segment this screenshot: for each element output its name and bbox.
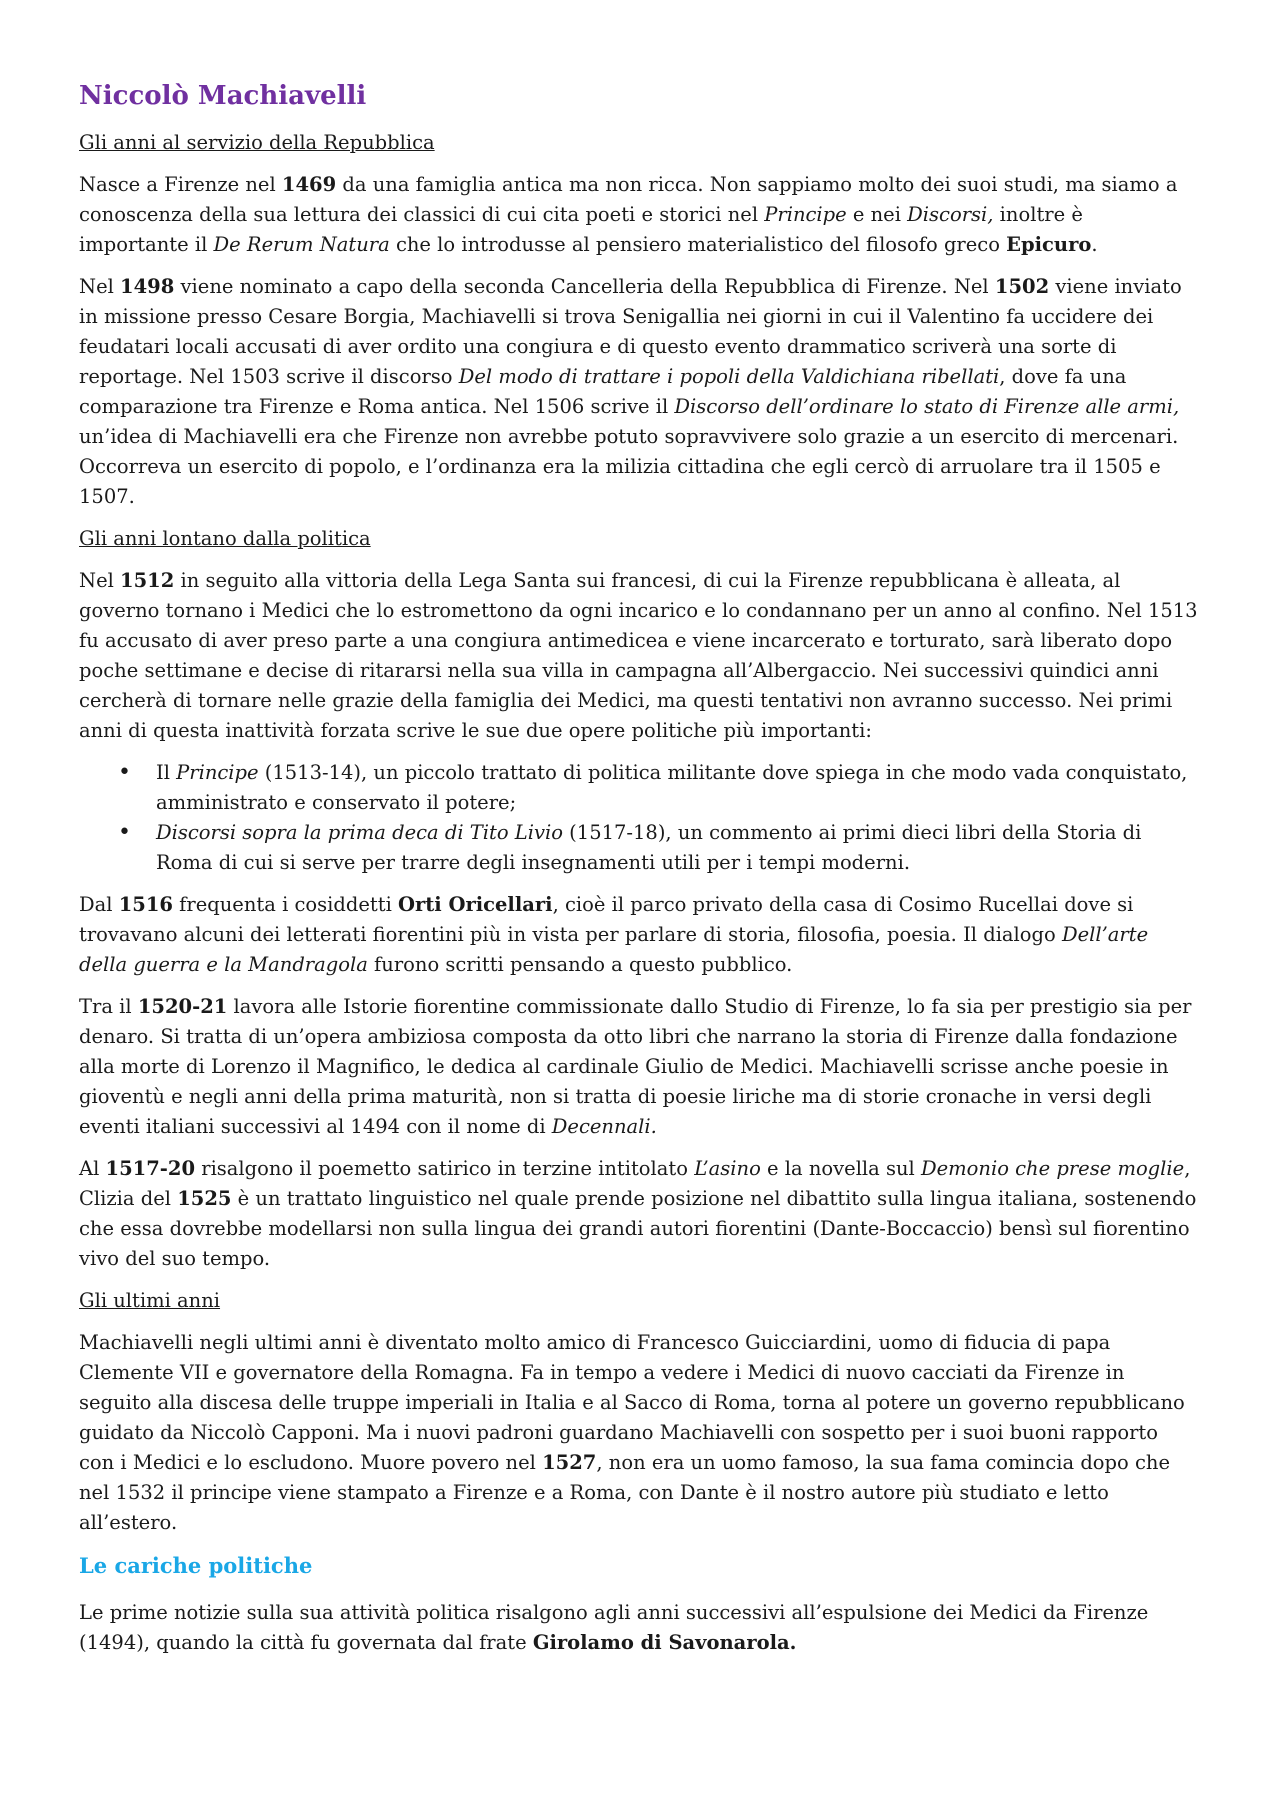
section-heading-lontano-politica: Gli anni lontano dalla politica <box>79 527 371 550</box>
text-run: Le prime notizie sulla sua attività politica risalgono agli anni successivi all’espulsione dei Medici da Firenze (1494), quando la città fu governata dal frate <box>79 1601 1149 1654</box>
text-run: Dell’arte della guerra e la Mandragola <box>79 923 1149 976</box>
text-run: 1502 <box>994 275 1050 298</box>
text-run: 1512 <box>120 569 175 592</box>
list-item-principe <box>156 758 1198 818</box>
text-run: risalgono il poemetto satirico in terzine intitolato <box>195 1157 695 1180</box>
text-run: (1513-14), un piccolo trattato di politica militante dove spiega in che modo vada conquistato, amministrato e conservato il potere; <box>156 761 1188 814</box>
text-run: da una famiglia antica ma non ricca. Non sappiamo molto dei suoi studi, ma siamo a conoscenza della sua lettura dei classici di cui cita poeti e storici nel <box>79 173 1178 226</box>
text-run: 1527 <box>542 1451 597 1474</box>
text-run: Principe <box>176 761 259 784</box>
paragraph-nascita <box>79 170 1198 260</box>
text-run: , cioè il parco privato della casa di Cosimo Rucellai dove si trovavano alcuni dei letterati fiorentini più in vista per parlare di storia, filosofia, poesia. Il dialogo <box>79 893 1134 946</box>
list-item-discorsi <box>156 818 1198 878</box>
paragraph-cariche-politiche <box>79 1598 1198 1658</box>
text-run: 1516 <box>118 893 173 916</box>
text-run: , dove fa una comparazione tra Firenze e Roma antica. Nel 1506 scrive il <box>79 365 1127 418</box>
text-run: inoltre è importante il <box>79 203 1083 256</box>
text-run: viene nominato a capo della seconda Cancelleria della Repubblica di Firenze. Nel <box>174 275 995 298</box>
document-title: Niccolò Machiavelli <box>79 81 367 111</box>
text-run: Il <box>156 761 177 784</box>
text-run: Decennali. <box>551 1115 657 1138</box>
text-run: Nasce a Firenze nel <box>79 173 282 196</box>
text-run: , non era un uomo famoso, la sua fama comincia dopo che nel 1532 il principe viene stampato a Firenze e a Roma, con Dante è il nostro autore più studiato e letto all’estero. <box>79 1451 1170 1534</box>
text-run: 1498 <box>120 275 175 298</box>
text-run: e la novella sul <box>760 1157 921 1180</box>
text-run: Del modo di trattare i popoli della Valdichiana ribellati <box>458 365 1000 388</box>
text-run: Orti Oricellari <box>398 893 553 916</box>
section-heading-ultimi-anni: Gli ultimi anni <box>79 1289 221 1312</box>
text-run: L’asino <box>694 1157 761 1180</box>
text-run: furono scritti pensando a questo pubblico. <box>367 953 793 976</box>
text-run: Nel <box>79 569 121 592</box>
section-heading-cariche-politiche: Le cariche politiche <box>79 1553 313 1578</box>
paragraph-istorie-fiorentine <box>79 992 1198 1142</box>
text-run: Nel <box>79 275 121 298</box>
text-run: Dal <box>79 893 119 916</box>
text-run: 1517-20 <box>105 1157 196 1180</box>
paragraph-1512 <box>79 566 1198 746</box>
text-run: 1525 <box>177 1187 232 1210</box>
text-run: Discorsi, <box>907 203 994 226</box>
text-run: lavora alle Istorie fiorentine commissionate dallo Studio di Firenze, lo fa sia per prestigio sia per denaro. Si tratta di un’opera ambiziosa composta da otto libri che narrano la storia di Firenze dalla fondazione alla morte di Lorenzo il Magnifico, le dedica al cardinale Giulio de Medici. Machiavelli scrisse anche poesie in gioventù e negli anni della prima maturità, non si tratta di poesie liriche ma di storie cronache in versi degli eventi italiani successivi al 1494 con il nome di <box>79 995 1192 1138</box>
text-run: e nei <box>846 203 908 226</box>
text-run: Discorsi sopra la prima deca di Tito Livio <box>156 821 563 844</box>
text-run: , Clizia del <box>79 1157 1191 1210</box>
text-run: Principe <box>764 203 847 226</box>
text-run: in seguito alla vittoria della Lega Santa sui francesi, di cui la Firenze repubblicana è alleata, al governo tornano i Medici che lo estromettono da ogni incarico e lo condannano per un anno al confino. Nel 1513 fu accusato di aver preso parte a una congiura antimedicea e viene incarcerato e torturato, sarà liberato dopo poche settimane e decise di ritararsi nella sua villa in campagna all’Albergaccio. Nei successivi quindici anni cercherà di tornare nelle grazie della famiglia dei Medici, ma questi tentativi non avranno successo. Nei primi anni di questa inattività forzata scrive le sue due opere politiche più importanti: <box>79 569 1198 742</box>
text-run: è un trattato linguistico nel quale prende posizione nel dibattito sulla lingua italiana, sostenendo che essa dovrebbe modellarsi non sulla lingua dei grandi autori fiorentini (Dante-Boccaccio) bensì sul fiorentino vivo del suo tempo. <box>79 1187 1197 1270</box>
paragraph-cancelleria <box>79 272 1198 512</box>
text-run: Tra il <box>79 995 138 1018</box>
text-run: 1469 <box>281 173 337 196</box>
text-run: Demonio che prese moglie <box>921 1157 1185 1180</box>
text-run: 1520-21 <box>137 995 228 1018</box>
paragraph-orti-oricellari <box>79 890 1198 980</box>
text-run: (1517-18), un commento ai primi dieci libri della Storia di Roma di cui si serve per trarre degli insegnamenti utili per i tempi moderni. <box>156 821 1142 874</box>
text-run: un’idea di Machiavelli era che Firenze non avrebbe potuto sopravvivere solo grazie a un esercito di mercenari. Occorreva un esercito di popolo, e l’ordinanza era la milizia cittadina che egli cercò di arruolare tra il 1505 e 1507. <box>79 425 1179 508</box>
text-run: De Rerum Natura <box>213 233 390 256</box>
text-run: Girolamo di Savonarola. <box>532 1631 797 1654</box>
text-run: Discorso dell’ordinare lo stato di Firenze alle armi, <box>674 395 1180 418</box>
text-run: Al <box>79 1157 106 1180</box>
works-list <box>79 758 1198 878</box>
paragraph-asino-clizia <box>79 1154 1198 1274</box>
section-heading-servizio-repubblica: Gli anni al servizio della Repubblica <box>79 131 435 154</box>
text-run: Machiavelli negli ultimi anni è diventato molto amico di Francesco Guicciardini, uomo di fiducia di papa Clemente VII e governatore della Romagna. Fa in tempo a vedere i Medici di nuovo cacciati da Firenze in seguito alla discesa delle truppe imperiali in Italia e al Sacco di Roma, torna al potere un governo repubblicano guidato da Niccolò Capponi. Ma i nuovi padroni guardano Machiavelli con sospetto per i suoi buoni rapporto con i Medici e lo escludono. Muore povero nel <box>79 1331 1185 1474</box>
text-run: Epicuro <box>1006 233 1092 256</box>
paragraph-ultimi-anni <box>79 1328 1198 1538</box>
text-run: che lo introdusse al pensiero materialistico del filosofo greco <box>389 233 1007 256</box>
text-run: viene inviato in missione presso Cesare Borgia, Machiavelli si trova Senigallia nei giorni in cui il Valentino fa uccidere dei feudatari locali accusati di aver ordito una congiura e di questo evento drammatico scriverà una sorte di reportage. Nel 1503 scrive il discorso <box>79 275 1182 388</box>
text-run: . <box>1091 233 1098 256</box>
text-run: frequenta i cosiddetti <box>172 893 399 916</box>
